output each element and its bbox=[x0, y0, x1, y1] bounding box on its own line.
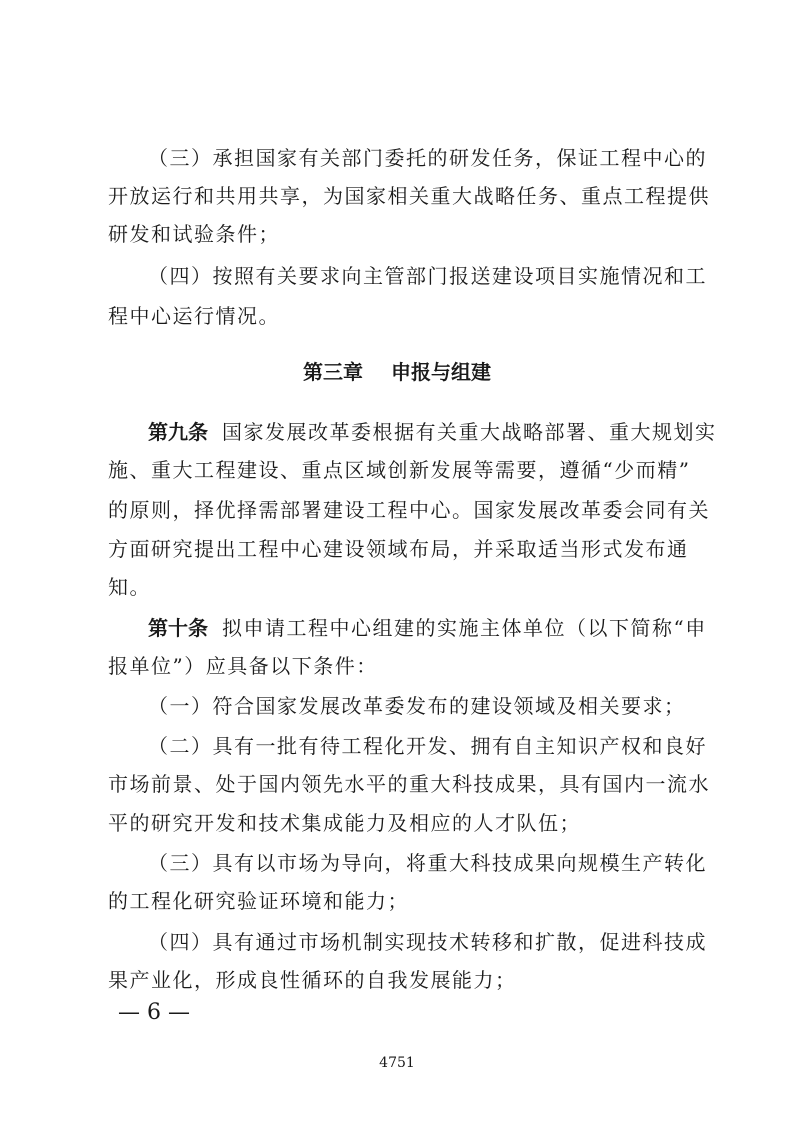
paragraph-line: 的工程化研究验证环境和能力； bbox=[108, 889, 409, 913]
page-number: — 6 — bbox=[118, 1000, 190, 1025]
paragraph-line: 施、重大工程建设、重点区域创新发展等需要，遵循“少而精” bbox=[108, 458, 691, 482]
paragraph-line: （一）符合国家发展改革委发布的建设领域及相关要求； bbox=[148, 694, 686, 718]
paragraph-line: （四）具有通过市场机制实现技术转移和扩散，促进科技成 bbox=[148, 930, 707, 954]
paragraph-line: （四）按照有关要求向主管部门报送建设项目实施情况和工 bbox=[148, 264, 707, 288]
article-9-label: 第九条 bbox=[148, 420, 208, 444]
paragraph-line: （二）具有一批有待工程化开发、拥有自主知识产权和良好 bbox=[148, 734, 707, 758]
footer-number: 4751 bbox=[379, 1055, 415, 1071]
paragraph-line: 拟申请工程中心组建的实施主体单位（以下简称“申 bbox=[222, 616, 707, 640]
paragraph-line: （三）承担国家有关部门委托的研发任务，保证工程中心的 bbox=[148, 146, 707, 170]
paragraph-line: 开放运行和共用共享，为国家相关重大战略任务、重点工程提供 bbox=[108, 184, 710, 208]
chapter-heading bbox=[0, 360, 794, 384]
paragraph-line: 市场前景、处于国内领先水平的重大科技成果，具有国内一流水 bbox=[108, 772, 710, 796]
paragraph-line: 的原则，择优择需部署建设工程中心。国家发展改革委会同有关 bbox=[108, 498, 710, 522]
chapter-number: 第三章 bbox=[303, 360, 363, 384]
article-10-first-line bbox=[148, 616, 707, 640]
paragraph-line: （三）具有以市场为导向，将重大科技成果向规模生产转化 bbox=[148, 851, 707, 875]
paragraph-line: 果产业化，形成良性循环的自我发展能力； bbox=[108, 968, 517, 992]
paragraph-line: 方面研究提出工程中心建设领域布局，并采取适当形式发布通 bbox=[108, 537, 689, 561]
paragraph-line: 国家发展改革委根据有关重大战略部署、重大规划实 bbox=[222, 420, 717, 444]
article-10-label: 第十条 bbox=[148, 616, 208, 640]
paragraph-line: 程中心运行情况。 bbox=[108, 304, 280, 328]
paragraph-line: 平的研究开发和技术集成能力及相应的人才队伍； bbox=[108, 811, 581, 835]
paragraph-line: 研发和试验条件； bbox=[108, 222, 280, 246]
article-9-first-line bbox=[148, 420, 717, 444]
chapter-title: 申报与组建 bbox=[391, 360, 491, 384]
paragraph-line: 知。 bbox=[108, 575, 151, 599]
paragraph-line: 报单位”）应具备以下条件： bbox=[108, 654, 378, 678]
